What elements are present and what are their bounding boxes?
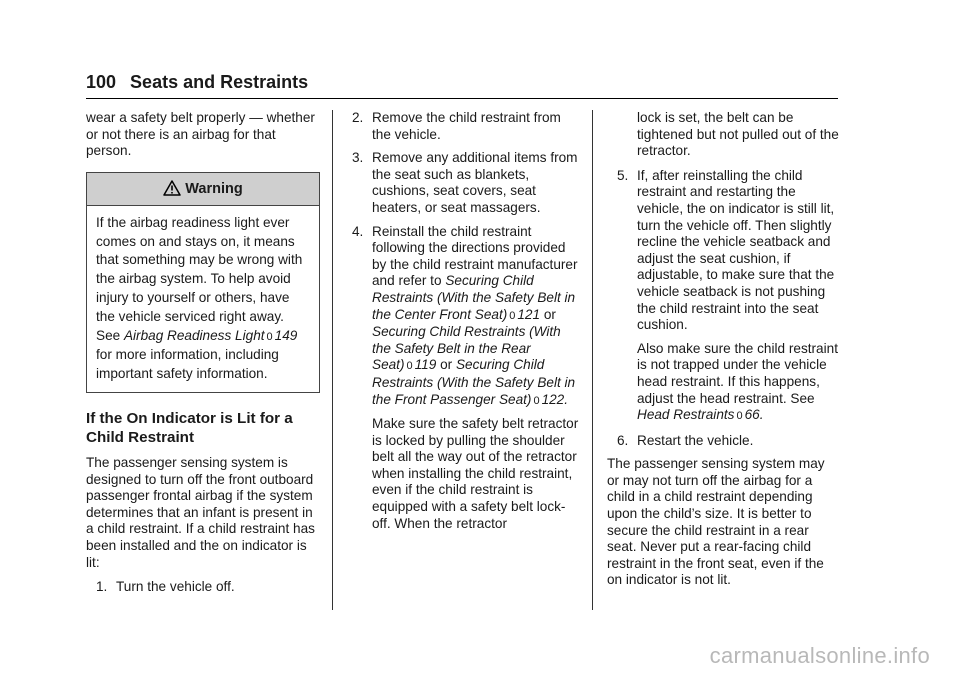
- page-ref-marker: 0: [266, 330, 273, 343]
- ref-rear-seat[interactable]: Securing Child Restraints (With the Safety Belt in the Rear Seat): [372, 324, 561, 373]
- column-1: [86, 110, 320, 603]
- ref-page-119[interactable]: 119: [414, 357, 437, 373]
- warning-box: [86, 172, 320, 393]
- step-text: If, after reinstalling the child restraint and restarting the vehicle, the on indicator is still lit, turn the vehicle off. Then slightly recline the vehicle seatback and adjust the seat cushion, if adjustable, to make sure that the vehicle seatback is not pushing the child restraint into the seat cushion.: [637, 167, 835, 333]
- step-number: 3.: [352, 150, 364, 166]
- page-ref-marker: 0: [736, 410, 743, 423]
- page-ref-marker: 0: [406, 360, 413, 373]
- column-divider-1: [332, 110, 333, 610]
- step-text: Restart the vehicle.: [637, 432, 754, 448]
- page-ref-marker: 0: [509, 309, 516, 322]
- step-number: 6.: [617, 432, 629, 448]
- column-3: [607, 110, 839, 597]
- section-heading: If the On Indicator is Lit for a Child Restraint: [86, 409, 293, 446]
- continued-text: lock is set, the belt can be tightened but not pulled out of the retractor.: [637, 110, 839, 159]
- step-number: 1.: [96, 579, 108, 595]
- step-text: Remove the child restraint from the vehicle.: [372, 110, 561, 142]
- list-item-2: [352, 110, 580, 143]
- list-item-6: [607, 433, 839, 450]
- step-number: 4.: [352, 223, 364, 239]
- warning-body: [87, 206, 319, 392]
- ref-page-149[interactable]: 149: [274, 327, 298, 343]
- step5-para-text: Also make sure the child restraint is not trapped under the vehicle head restraint. If this happens, adjust the head restraint. See: [637, 340, 838, 406]
- section-paragraph: The passenger sensing system is designed to turn off the front outboard passenger frontal airbag if the system determines that an infant is present in a child restraint. If a child restraint has been installed and the on indicator is lit:: [86, 454, 315, 570]
- step-text: Turn the vehicle off.: [116, 579, 235, 595]
- step-text: Remove any additional items from the seat such as blankets, cushions, seat covers, seat heaters, or seat massagers.: [372, 150, 578, 215]
- list-item-3: [352, 150, 580, 216]
- conjunction: or: [540, 306, 556, 322]
- column-divider-2: [592, 110, 593, 610]
- ref-page-122[interactable]: 122.: [541, 391, 569, 407]
- watermark: carmanualsonline.info: [709, 643, 930, 668]
- ref-center-front-seat[interactable]: Securing Child Restraints (With the Safety Belt in the Center Front Seat): [372, 273, 576, 322]
- warning-title: Warning: [185, 180, 243, 197]
- step4-paragraph: Make sure the safety belt retractor is locked by pulling the shoulder belt all the way out of the retractor when installing the child restraint, even if the child restraint is equipped with a safety belt lock-off. When the retractor: [372, 416, 579, 531]
- step-text: [372, 224, 580, 410]
- warning-text: If the airbag readiness light ever comes on and stays on, it means that something may be wrong with the airbag system. To help avoid injury to yourself or others, have the vehicle serviced right away. See: [96, 214, 303, 343]
- ref-page-66[interactable]: 66.: [744, 407, 764, 423]
- step-text-part: Reinstall the child restraint following the directions provided by the child restraint manufacturer and refer to: [372, 223, 578, 289]
- list-item-4: [352, 224, 580, 410]
- warning-text-end: for more information, including important safety information.: [96, 347, 279, 382]
- page-ref-marker: 0: [533, 394, 540, 407]
- step5-paragraph: [607, 341, 839, 425]
- warning-triangle-icon: [163, 180, 181, 196]
- page-number: 100: [86, 72, 117, 92]
- ref-page-121[interactable]: 121: [517, 306, 541, 322]
- ref-head-restraints[interactable]: Head Restraints: [637, 407, 735, 423]
- ref-front-passenger-seat[interactable]: Securing Child Restraints (With the Safety Belt in the Front Passenger Seat): [372, 357, 576, 407]
- column-2: [352, 110, 580, 540]
- page-title: Seats and Restraints: [130, 72, 309, 92]
- step-number: 5.: [617, 167, 629, 183]
- list-item-1: [86, 579, 320, 596]
- list-item-5: [607, 168, 839, 334]
- intro-text: wear a safety belt properly — whether or not there is an airbag for that person.: [86, 110, 315, 159]
- closing-paragraph: The passenger sensing system may or may not turn off the airbag for a child in a child restraint depending upon the child’s size. It is better to secure the child restraint in a rear seat. Never put a rear-facing child restraint in the front seat, even if the on indicator is not lit.: [607, 456, 825, 588]
- warning-header: [87, 173, 319, 206]
- page-header: [86, 70, 838, 99]
- step-number: 2.: [352, 110, 364, 125]
- conjunction: or: [436, 357, 456, 373]
- ref-airbag-readiness-light[interactable]: Airbag Readiness Light: [123, 327, 265, 343]
